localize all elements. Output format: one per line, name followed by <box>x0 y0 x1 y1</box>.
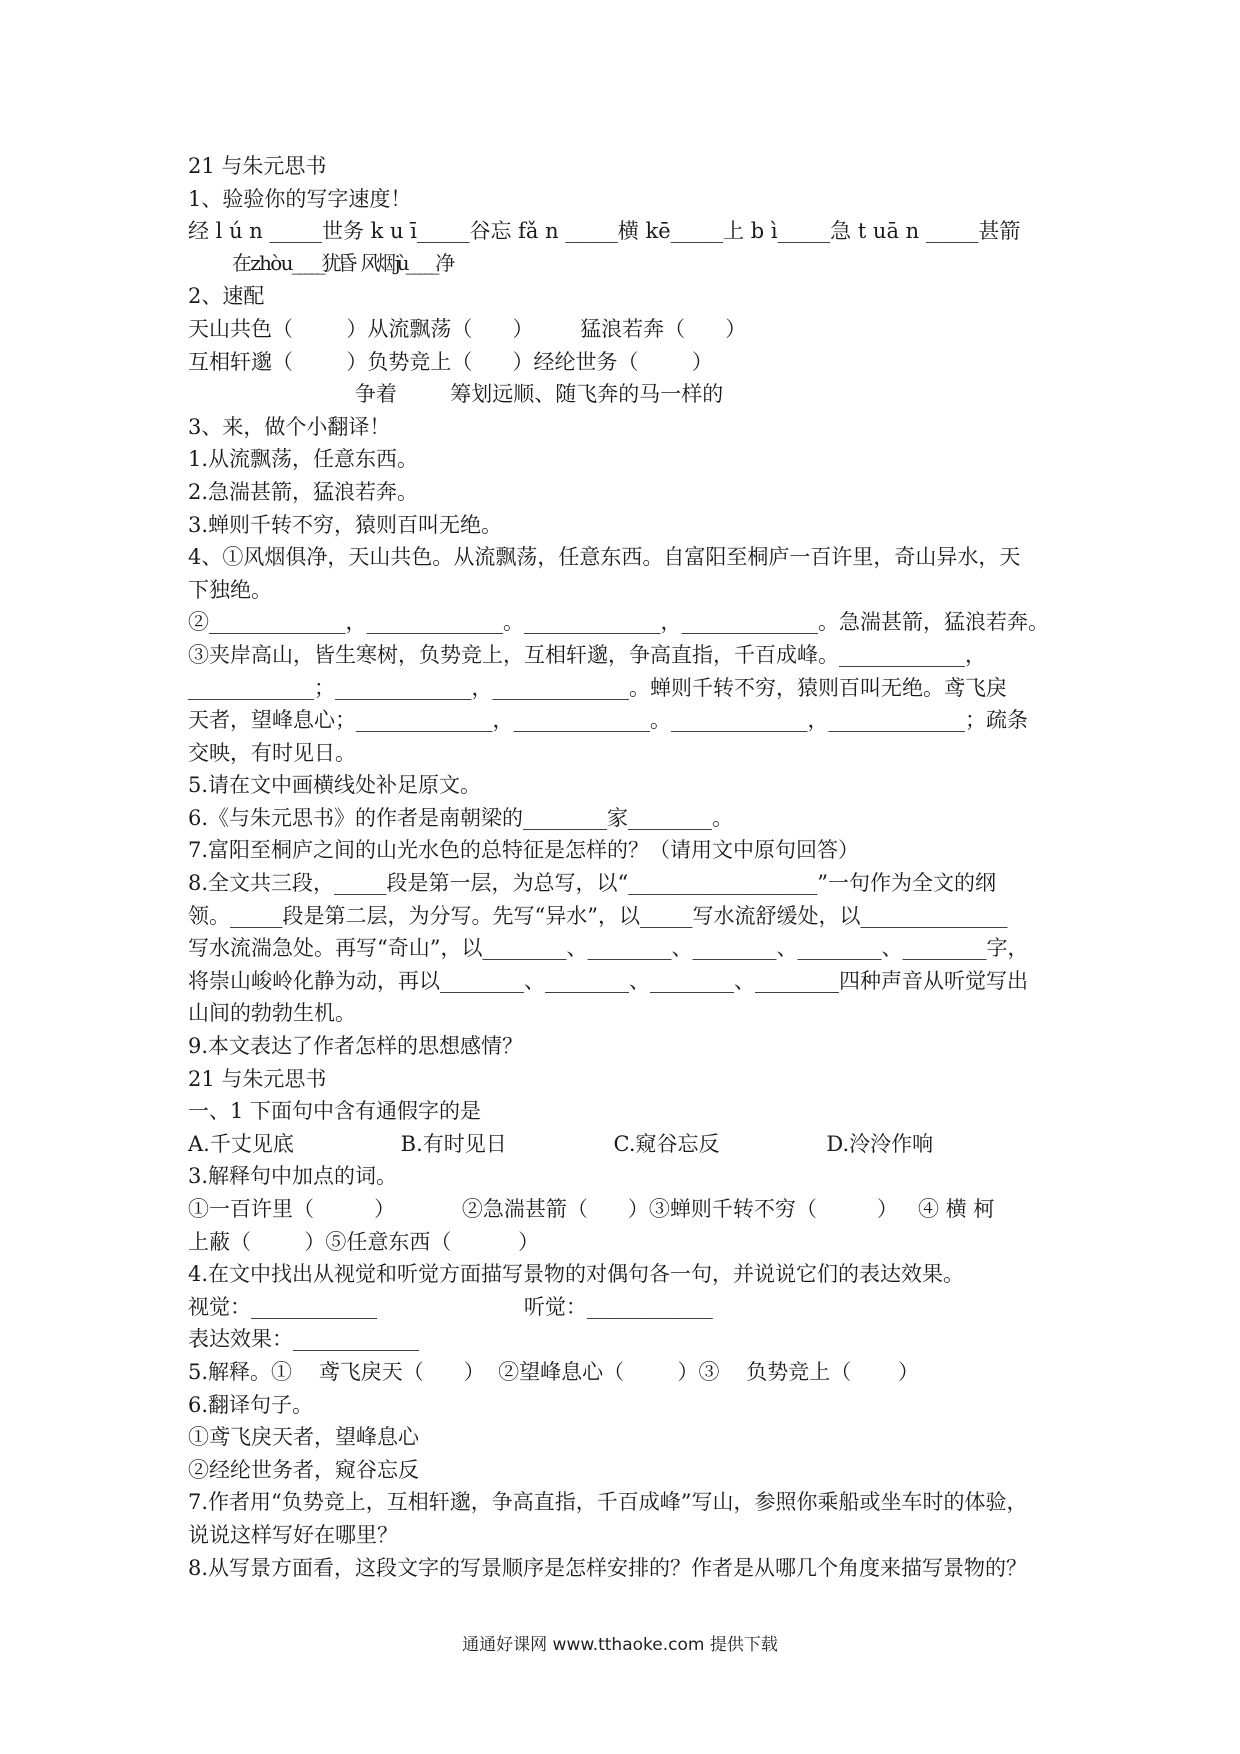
matching-options: 争着 筹划远顺、随飞奔的马一样的 <box>188 382 724 407</box>
question-line: ②经纶世务者，窥谷忘反 <box>188 1457 419 1482</box>
passage-line: ____________；_____________，_____________。蝉则千转不穷，猿则百叫无绝。鸢飞戾 <box>188 675 1007 700</box>
question-line: 8.从写景方面看，这段文字的写景顺序是怎样安排的？作者是从哪几个角度来描写景物的？ <box>188 1555 1028 1580</box>
question-line: 5.解释。① 鸢飞戾天（ ） ②望峰息心（ ）③ 负势竞上（ ） <box>188 1359 919 1384</box>
answer-blanks: 视觉：____________ 听觉：____________ <box>188 1294 713 1319</box>
question-line: 4.在文中找出从视觉和听觉方面描写景物的对偶句各一句，并说说它们的表达效果。 <box>188 1262 965 1287</box>
passage-line: ③夹岸高山，皆生寒树，负势竞上，互相轩邈，争高直指，千百成峰。____________， <box>188 642 986 667</box>
pinyin-line: 经 l ú n _____世务 k u ī_____谷忘 fǎ n _____横 kē_____上 b ì_____急 t uā n _____甚箭 <box>188 219 1021 244</box>
question-heading: 2、速配 <box>188 284 265 309</box>
question-heading: 3、来，做个小翻译！ <box>188 414 391 439</box>
page-footer: 通通好课网 www.tthaoke.com 提供下载 <box>462 1635 778 1655</box>
question-line: ①一百许里（ ） ②急湍甚箭（ ）③蝉则千转不穷（ ） ④ 横 柯 <box>188 1197 995 1221</box>
translation-item: 3.蝉则千转不穷，猿则百叫无绝。 <box>188 512 503 537</box>
worksheet-body <box>188 150 1058 1584</box>
matching-line: 天山共色（ ）从流飘荡（ ） 猛浪若奔（ ） <box>188 316 747 341</box>
passage-line: 交映，有时见日。 <box>188 740 356 765</box>
question-line: 领。_____段是第二层，为分写。先写“异水”，以_____写水流舒缓处，以______________ <box>188 903 1008 928</box>
passage-line: 4、①风烟俱净，天山共色。从流飘荡，任意东西。自富阳至桐庐一百许里，奇山异水，天 <box>188 545 1021 570</box>
question-line: 山间的勃勃生机。 <box>188 1001 356 1026</box>
question-line: 7.富阳至桐庐之间的山光水色的总特征是怎样的？（请用文中原句回答） <box>188 838 860 863</box>
question-line: 6.《与朱元思书》的作者是南朝梁的________家________。 <box>188 805 734 830</box>
question-line: 说说这样写好在哪里？ <box>188 1522 398 1547</box>
question-line: 8.全文共三段，_____段是第一层，为总写，以“__________________”一句作为全文的纲 <box>188 871 997 896</box>
question-line: ①鸢飞戾天者，望峰息心 <box>188 1425 419 1450</box>
answer-blanks: 表达效果：____________ <box>188 1327 419 1352</box>
translation-item: 2.急湍甚箭，猛浪若奔。 <box>188 479 419 504</box>
question-line: 将崇山峻岭化静为动，再以________、________、________、________四种声音从听觉写出 <box>188 968 1028 993</box>
passage-line: 下独绝。 <box>188 577 272 602</box>
question-line: 9.本文表达了作者怎样的思想感情？ <box>188 1034 524 1059</box>
translation-item: 1.从流飘荡，任意东西。 <box>188 447 419 472</box>
section-title: 21 与朱元思书 <box>188 1066 327 1091</box>
choice-options: A.千丈见底 B.有时见日 C.窥谷忘反 D.泠泠作响 <box>188 1131 934 1156</box>
passage-line: ②_____________，_____________。_____________，_____________。急湍甚箭，猛浪若奔。 <box>188 610 1049 635</box>
question-line: 3.解释句中加点的词。 <box>188 1164 398 1189</box>
question-heading: 1、验验你的写字速度！ <box>188 186 412 211</box>
question-line: 上蔽（ ）⑤任意东西（ ） <box>188 1229 540 1254</box>
passage-line: 天者，望峰息心；_____________，_____________。_____________，_____________；疏条 <box>188 708 1028 733</box>
matching-line: 互相轩邈（ ）负势竞上（ ）经纶世务（ ） <box>188 349 713 374</box>
question-line: 一、1 下面句中含有通假字的是 <box>188 1099 482 1124</box>
pinyin-line: 在 z h ò u _____犹昏 风烟 jù_____净 <box>232 251 452 275</box>
question-line: 6.翻译句子。 <box>188 1392 314 1417</box>
question-line: 5.请在文中画横线处补足原文。 <box>188 773 482 798</box>
question-line: 7.作者用“负势竞上，互相轩邈，争高直指，千百成峰”写山，参照你乘船或坐车时的体验， <box>188 1490 1028 1515</box>
question-line: 写水流湍急处。再写“奇山”，以________、________、________、________、________字， <box>188 936 1029 961</box>
section-title: 21 与朱元思书 <box>188 154 327 178</box>
